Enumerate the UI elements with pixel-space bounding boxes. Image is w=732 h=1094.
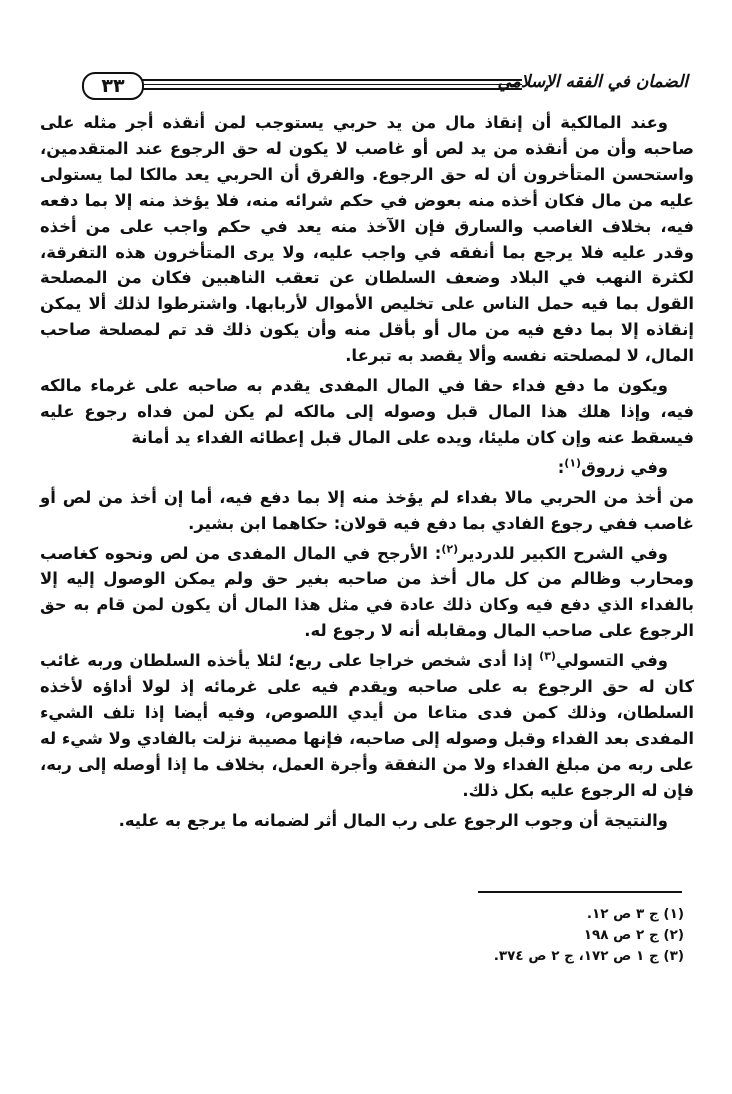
footnote-reference: (٣) xyxy=(539,649,556,663)
paragraph xyxy=(40,808,694,834)
footnotes xyxy=(300,904,684,967)
footnote-reference: (٢) xyxy=(441,542,459,556)
running-title: الضمان في الفقه الإسلامي xyxy=(497,72,688,92)
page-number: ٣٣ xyxy=(82,72,144,100)
body-text xyxy=(40,110,694,837)
footnote-divider xyxy=(478,891,682,893)
paragraph-text: : الأرجح في المال المفدى من لص ونحوه كغاصب ومحارب وظالم من كل مال أخذ من صاحبه بغير حق ولم يمكن الوصول إليه إلا بالفداء الذي دفع فيه وكان ذلك عادة في مثل هذا المال أن يكون لمن قام به حق الرجوع على صاحب المال ومقابله أنه لا رجوع له. xyxy=(40,543,694,641)
paragraph-text: وعند المالكية أن إنقاذ مال من يد حربي يستوجب لمن أنقذه أجر مثله على صاحبه وأن من أنقذه من يد لص أو غاصب لا يكون له حق الرجوع عند المتقدمين، واستحسن المتأخرون أن له حق الرجوع. والفرق أن الحربي يعد مالكا لما يستولى عليه من مال فكان أخذه منه بعوض في حكم شرائه منه، فلا يؤخذ منه إلا بما دفعه فيه، بخلاف الغاصب والسارق فإن الآخذ منه يعد في حكم واجب على من أخذه وقدر عليه فلا يرجع بما أنفقه في واجب عليه، ولا يرى المتأخرون هذه التفرقة، لكثرة النهب في البلاد وضعف السلطان عن تعقب الناهبين فكان من المصلحة القول بما فيه حمل الناس على تخليص الأموال لأربابها. واشترطوا لذلك ألا يمكن إنقاذه إلا بما دفع فيه من مال أو بأقل منه وأن يكون ذلك قد تم لمصلحة صاحب المال، لا لمصلحته نفسه وألا يقصد به تبرعا. xyxy=(40,113,694,366)
paragraph xyxy=(40,373,694,451)
page-header xyxy=(62,70,688,100)
footnote: (٢) ج ٢ ص ١٩٨ xyxy=(583,927,684,943)
paragraph-text: والنتيجة أن وجوب الرجوع على رب المال أثر لضمانه ما يرجع به عليه. xyxy=(118,810,668,830)
paragraph-text: وفي التسولي xyxy=(555,651,668,671)
footnote: (٣) ج ١ ص ١٧٢، ج ٢ ص ٣٧٤. xyxy=(493,948,684,964)
paragraph-text: وفي زروق xyxy=(581,457,668,477)
paragraph-text: وفي الشرح الكبير للدردير xyxy=(458,543,668,563)
header-rule xyxy=(142,79,522,81)
footnote-reference: (١) xyxy=(564,456,582,470)
header-rule xyxy=(142,84,522,85)
paragraph xyxy=(40,648,694,803)
paragraph xyxy=(40,110,694,369)
paragraph-text: من أخذ من الحربي مالا بفداء لم يؤخذ منه إلا بما دفع فيه، أما إن أخذ من لص أو غاصب ففي رجوع الفادي بما دفع فيه قولان: حكاهما ابن بشير. xyxy=(40,487,694,533)
paragraph xyxy=(40,485,694,537)
header-rule xyxy=(142,88,522,90)
paragraph xyxy=(40,541,694,645)
footnote: (١) ج ٣ ص ١٢. xyxy=(586,906,684,922)
paragraph-text: إذا أدى شخص خراجا على ربع؛ لئلا يأخذه السلطان وربه غائب كان له حق الرجوع به على صاحبه ويقدم فيه على غرمائه إذ لولا أداؤه لأخذه السلطان، وذلك كمن فدى متاعا من أيدي اللصوص، وفيه أيضا إذا تلف الشيء المفدى بعد الفداء وقبل وصوله إلى صاحبه، فإنها مصيبة نزلت بالفادي ولا شيء له على ربه من مبلغ الفداء ولا من النفقة وأجرة العمل، بخلاف ما إذا أوصله إلى ربه، فإن له الرجوع عليه بكل ذلك. xyxy=(40,651,694,800)
paragraph-text: ويكون ما دفع فداء حقا في المال المفدى يقدم به صاحبه على غرماء مالكه فيه، وإذا هلك هذا المال قبل وصوله إلى مالكه لم يكن لمن فداه رجوع عليه فيسقط عنه وإن كان مليئا، ويده على المال قبل إعطائه الفداء يد أمانة xyxy=(40,376,694,447)
paragraph: وفي زروق$^{(١)}$: xyxy=(557,456,668,477)
